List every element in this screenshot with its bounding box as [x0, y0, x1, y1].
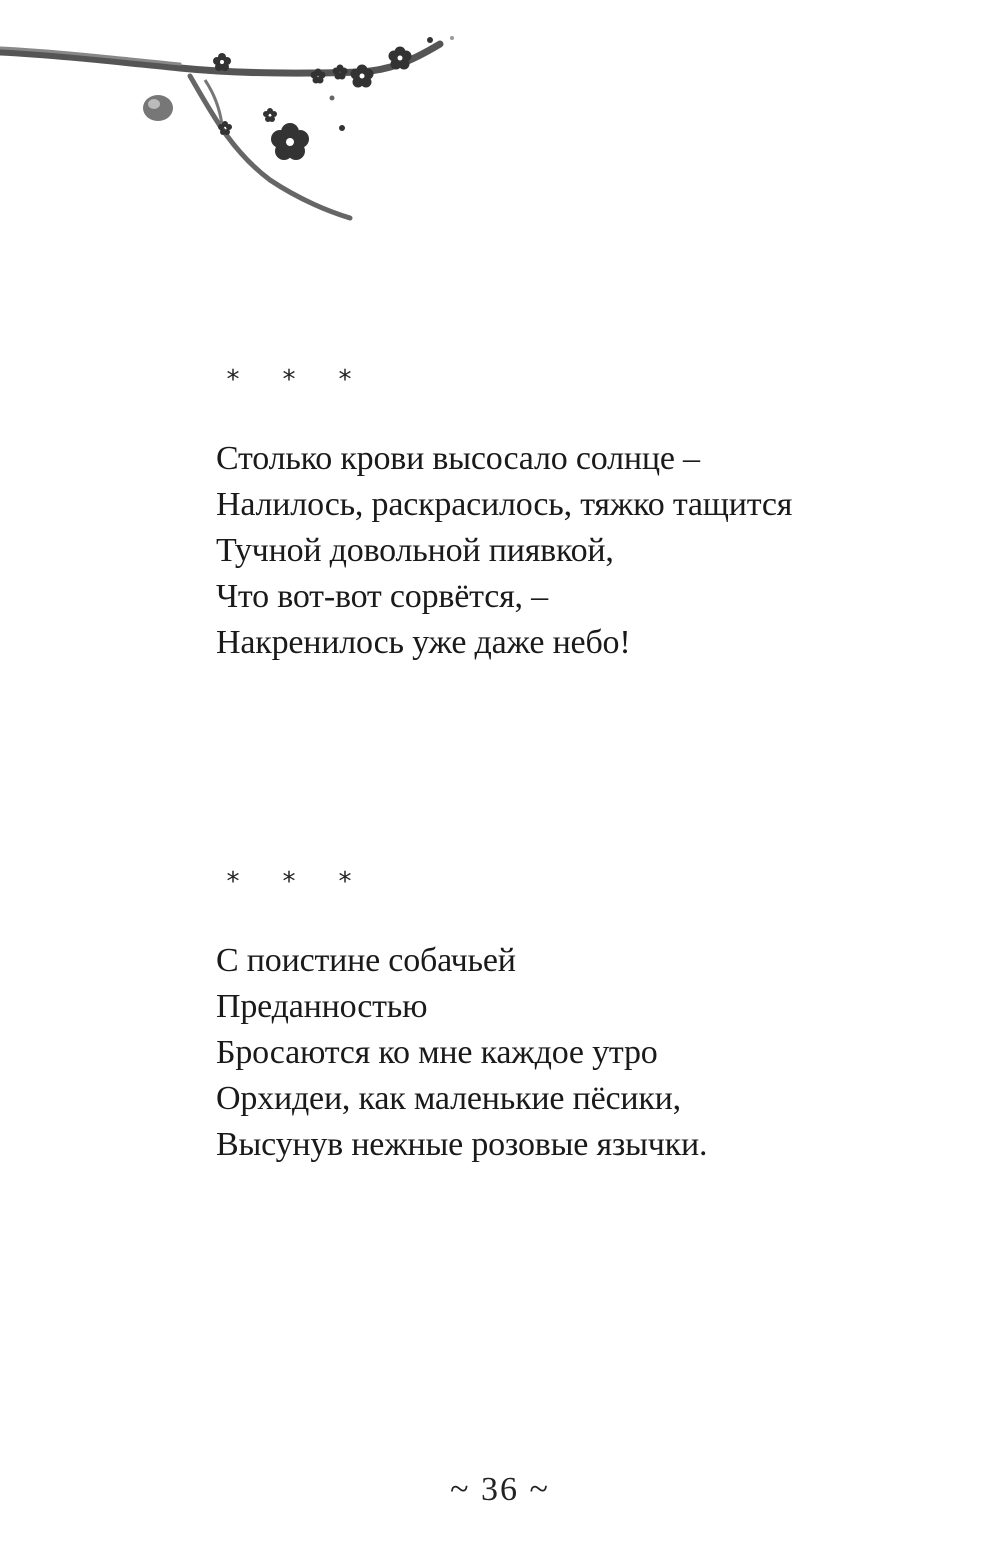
cherry-blossom-branch-icon: [0, 0, 470, 230]
asterisk-icon: *: [338, 365, 352, 395]
asterisk-icon: *: [282, 365, 296, 395]
asterisk-icon: *: [338, 867, 352, 897]
poem-1: [216, 360, 896, 666]
poem-line: Орхидеи, как маленькие пёсики,: [216, 1080, 681, 1117]
poem-2: [216, 862, 896, 1168]
poem-line: Налилось, раскрасилось, тяжко тащится: [216, 486, 793, 523]
poem-line: Столько крови высосало солнце –: [216, 440, 700, 477]
poem-line: Преданностью: [216, 988, 428, 1025]
asterisk-icon: *: [226, 867, 240, 897]
page-number: ~ 36 ~: [450, 1471, 550, 1508]
poem-line: Бросаются ко мне каждое утро: [216, 1034, 658, 1071]
poem-line: Накренилось уже даже небо!: [216, 624, 631, 661]
poem-line: Тучной довольной пиявкой,: [216, 532, 614, 569]
poem-line: С поистине собачьей: [216, 942, 516, 979]
asterisk-icon: *: [226, 365, 240, 395]
section-separator: [216, 360, 896, 400]
poem-line: Высунув нежные розовые язычки.: [216, 1126, 708, 1163]
poem-line: Что вот-вот сорвётся, –: [216, 578, 548, 615]
asterisk-icon: *: [282, 867, 296, 897]
section-separator: [216, 862, 896, 902]
